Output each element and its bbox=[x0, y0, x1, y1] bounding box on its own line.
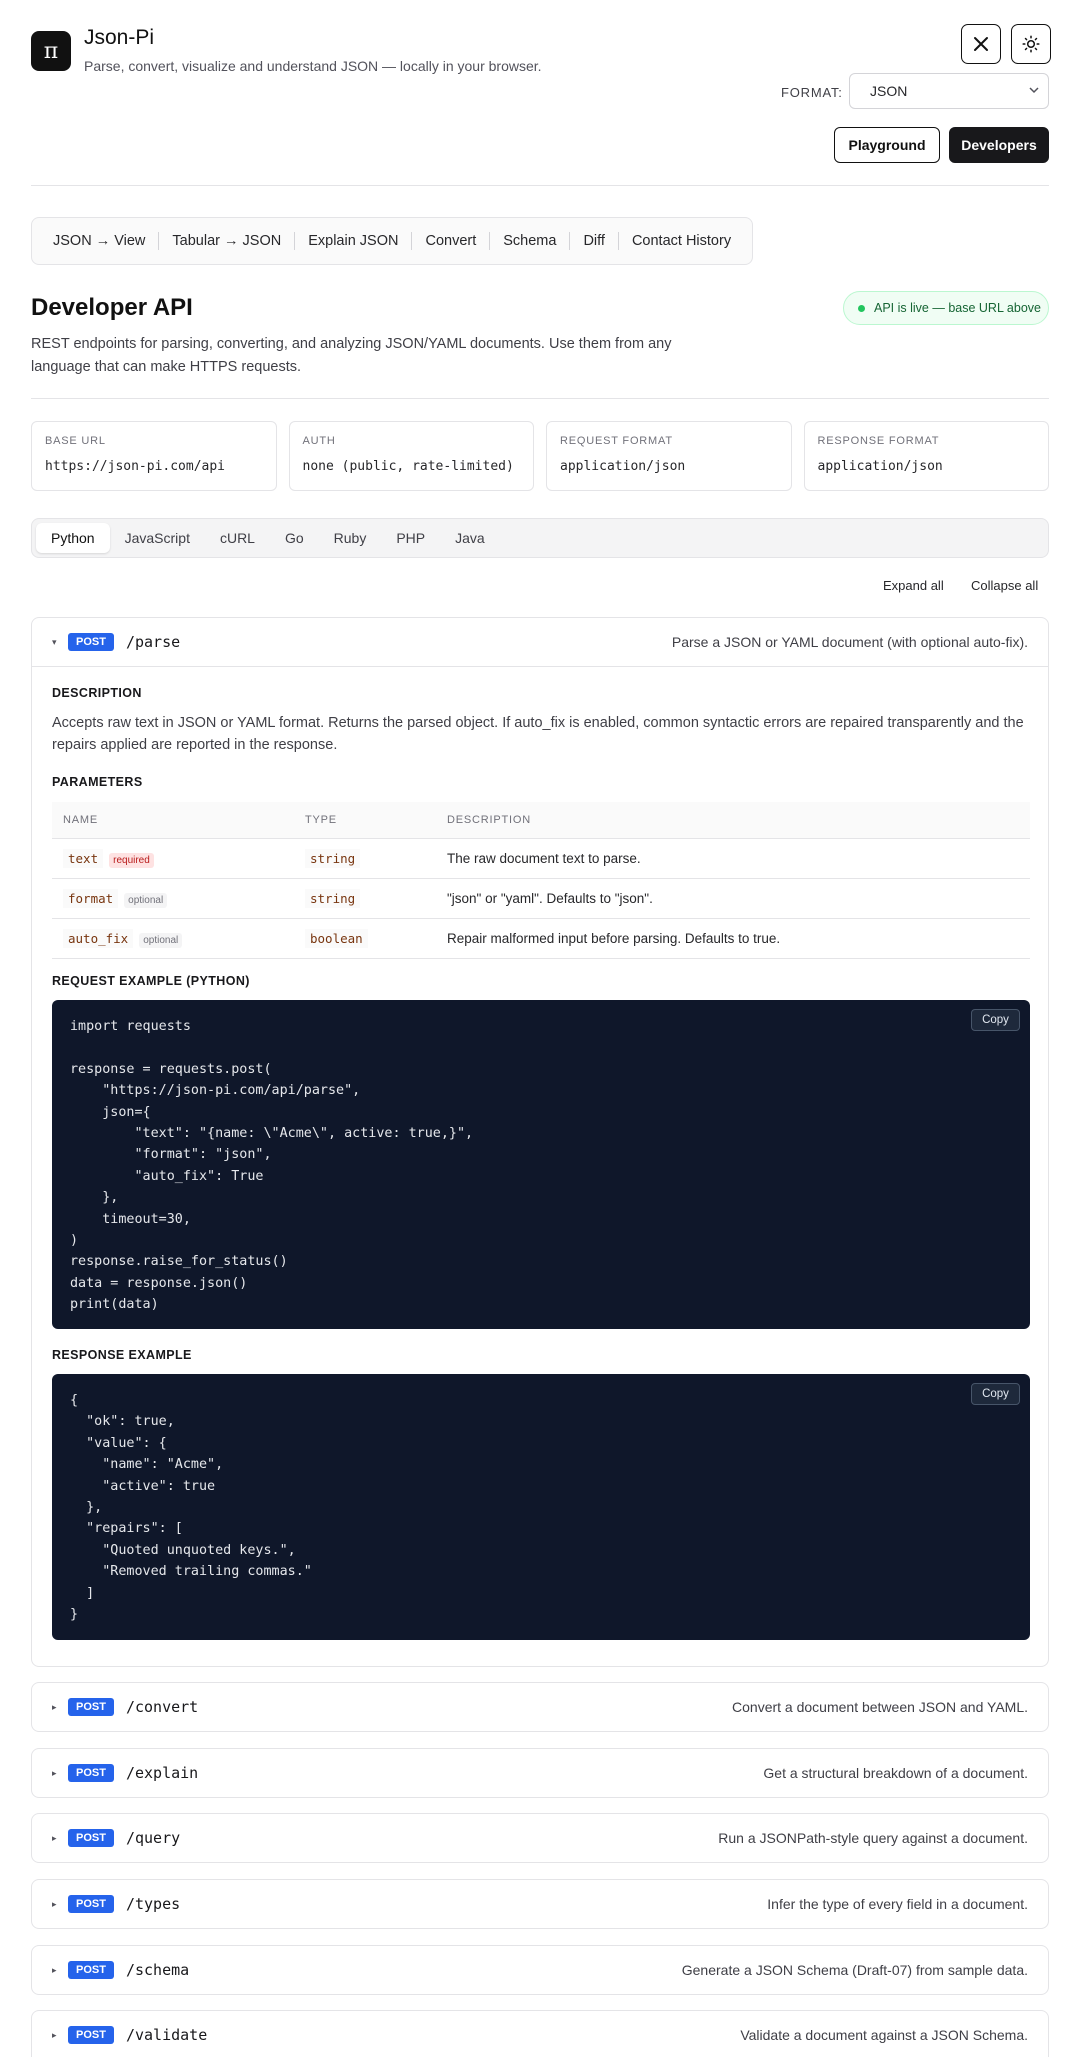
tab-java[interactable]: Java bbox=[455, 530, 485, 546]
format-select[interactable] bbox=[849, 73, 1049, 109]
format-label: FORMAT: bbox=[781, 85, 843, 100]
tab-ruby[interactable]: Ruby bbox=[333, 530, 367, 546]
param-description: The raw document text to parse. bbox=[436, 838, 1030, 878]
request-code-block bbox=[52, 1000, 1030, 1329]
endpoint-path: /types bbox=[125, 1895, 181, 1913]
status-dot-icon bbox=[858, 305, 865, 312]
endpoint-explain[interactable] bbox=[31, 1748, 1049, 1798]
response-code-block bbox=[52, 1374, 1030, 1640]
sun-icon bbox=[1022, 35, 1040, 53]
param-description: "json" or "yaml". Defaults to "json". bbox=[436, 878, 1030, 918]
app-subtitle: Parse, convert, visualize and understand JSON — locally in your browser. bbox=[84, 58, 542, 74]
tab-python[interactable]: Python bbox=[36, 523, 110, 553]
app-header bbox=[31, 24, 1049, 164]
info-card-auth bbox=[289, 421, 535, 491]
close-icon bbox=[972, 35, 990, 53]
param-name: format bbox=[63, 889, 118, 908]
endpoint-summary: Infer the type of every field in a document. bbox=[767, 1896, 1028, 1912]
table-header-row bbox=[52, 802, 1030, 838]
table-row bbox=[52, 918, 1030, 958]
endpoint-query[interactable] bbox=[31, 1813, 1049, 1863]
caret-down-icon: ▾ bbox=[52, 636, 57, 647]
parameters-table-wrap bbox=[52, 802, 1030, 959]
tab-curl[interactable]: cURL bbox=[219, 530, 255, 546]
param-name: text bbox=[63, 849, 103, 868]
page-description: REST endpoints for parsing, converting, and analyzing JSON/YAML documents. Use them from any language that can make HTTPS requests. bbox=[31, 336, 672, 375]
card-label: BASE URL bbox=[45, 435, 106, 447]
caret-right-icon: ▸ bbox=[52, 1964, 57, 1975]
parameters-table bbox=[52, 802, 1030, 959]
api-status-badge bbox=[843, 291, 1049, 325]
copy-request-button[interactable]: Copy bbox=[971, 1009, 1020, 1031]
endpoint-path: /query bbox=[125, 1829, 181, 1847]
app-title: Json-Pi bbox=[84, 26, 155, 49]
nav-diff[interactable]: Diff bbox=[583, 233, 605, 249]
endpoint-path: /validate bbox=[125, 2026, 208, 2044]
card-label: AUTH bbox=[302, 435, 336, 447]
close-button[interactable] bbox=[961, 24, 1001, 64]
card-label: REQUEST FORMAT bbox=[560, 435, 673, 447]
info-card-base-url bbox=[31, 421, 277, 491]
language-tabs bbox=[31, 518, 1049, 558]
format-select-value: JSON bbox=[870, 83, 908, 99]
required-badge: required bbox=[109, 853, 154, 868]
endpoint-path: /explain bbox=[125, 1764, 199, 1782]
param-name: auto_fix bbox=[63, 929, 133, 948]
response-code: { "ok": true, "value": { "name": "Acme", "active": true }, "repairs": [ "Quoted unquoted keys.", "Removed trailing commas." ] } bbox=[70, 1393, 312, 1623]
parameters-title: PARAMETERS bbox=[52, 775, 143, 789]
method-badge: POST bbox=[68, 2026, 114, 2044]
param-description: Repair malformed input before parsing. Defaults to true. bbox=[436, 918, 1030, 958]
nav-convert[interactable]: Convert bbox=[425, 233, 477, 249]
caret-right-icon: ▸ bbox=[52, 1701, 57, 1712]
caret-right-icon: ▸ bbox=[52, 1767, 57, 1778]
theme-toggle-button[interactable] bbox=[1011, 24, 1051, 64]
page-title: Developer API bbox=[31, 294, 193, 321]
table-row bbox=[52, 878, 1030, 918]
card-label: RESPONSE FORMAT bbox=[817, 435, 940, 447]
tab-javascript[interactable]: JavaScript bbox=[124, 530, 190, 546]
chevron-down-icon bbox=[1028, 84, 1040, 96]
column-header-description: DESCRIPTION bbox=[436, 802, 1030, 838]
description-title: DESCRIPTION bbox=[52, 686, 142, 700]
param-type: boolean bbox=[305, 929, 368, 948]
caret-right-icon: ▸ bbox=[52, 1832, 57, 1843]
endpoint-header[interactable] bbox=[32, 618, 1048, 666]
intro-divider bbox=[31, 398, 1049, 399]
card-value: none (public, rate-limited) bbox=[302, 459, 514, 474]
endpoint-summary: Generate a JSON Schema (Draft-07) from sample data. bbox=[681, 1962, 1028, 1978]
endpoint-types[interactable] bbox=[31, 1879, 1049, 1929]
endpoint-summary: Validate a document against a JSON Schema. bbox=[740, 2027, 1028, 2043]
method-badge: POST bbox=[68, 1829, 114, 1847]
tool-nav bbox=[31, 217, 753, 265]
endpoint-summary: Convert a document between JSON and YAML. bbox=[732, 1699, 1028, 1715]
param-type: string bbox=[305, 849, 360, 868]
endpoint-parse bbox=[31, 617, 1049, 1667]
header-divider bbox=[31, 185, 1049, 186]
nav-contact-history[interactable]: Contact History bbox=[631, 233, 732, 249]
optional-badge: optional bbox=[124, 893, 167, 908]
collapse-all-button[interactable]: Collapse all bbox=[971, 578, 1039, 593]
nav-explain-json[interactable]: Explain JSON bbox=[308, 233, 399, 249]
endpoint-convert[interactable] bbox=[31, 1682, 1049, 1732]
endpoint-path: /parse bbox=[125, 633, 181, 651]
response-example-title: RESPONSE EXAMPLE bbox=[52, 1348, 192, 1362]
card-value: application/json bbox=[560, 459, 686, 474]
param-type: string bbox=[305, 889, 360, 908]
nav-tabular-json[interactable]: Tabular → JSON bbox=[172, 233, 282, 249]
copy-response-button[interactable]: Copy bbox=[971, 1383, 1020, 1405]
info-card-response-format bbox=[804, 421, 1050, 491]
card-value: application/json bbox=[817, 459, 943, 474]
tab-go[interactable]: Go bbox=[284, 530, 304, 546]
caret-right-icon: ▸ bbox=[52, 1898, 57, 1909]
method-badge: POST bbox=[68, 1698, 114, 1716]
method-badge: POST bbox=[68, 633, 114, 651]
request-code: import requests response = requests.post( "https://json-pi.com/api/parse", json={ "text": "{name: \"Acme\", active: true,}", "format": "json", "auto_fix": True }, timeout=30, ) response.raise_for_status() data = response.json() print(data) bbox=[70, 1019, 474, 1313]
app-logo: π bbox=[31, 31, 71, 71]
endpoint-summary: Parse a JSON or YAML document (with optional auto-fix). bbox=[671, 634, 1028, 650]
nav-schema[interactable]: Schema bbox=[503, 233, 557, 249]
endpoint-body bbox=[32, 666, 1048, 1666]
request-example-title: REQUEST EXAMPLE (PYTHON) bbox=[52, 974, 250, 988]
endpoint-path: /convert bbox=[125, 1698, 199, 1716]
method-badge: POST bbox=[68, 1764, 114, 1782]
column-header-type: TYPE bbox=[294, 802, 436, 838]
method-badge: POST bbox=[68, 1961, 114, 1979]
optional-badge: optional bbox=[139, 933, 182, 948]
info-card-request-format bbox=[546, 421, 792, 491]
tab-php[interactable]: PHP bbox=[396, 530, 426, 546]
column-header-name: NAME bbox=[52, 802, 294, 838]
playground-button[interactable]: Playground bbox=[834, 127, 940, 163]
nav-json-view[interactable]: JSON → View bbox=[53, 233, 146, 249]
card-value: https://json-pi.com/api bbox=[45, 459, 226, 474]
table-row bbox=[52, 838, 1030, 878]
expand-all-button[interactable]: Expand all bbox=[883, 578, 944, 593]
endpoint-validate[interactable] bbox=[31, 2010, 1049, 2057]
method-badge: POST bbox=[68, 1895, 114, 1913]
api-status-text: API is live — base URL above bbox=[874, 301, 1041, 315]
endpoint-schema[interactable] bbox=[31, 1945, 1049, 1995]
endpoint-summary: Run a JSONPath-style query against a document. bbox=[718, 1830, 1028, 1846]
caret-right-icon: ▸ bbox=[52, 2029, 57, 2040]
endpoint-summary: Get a structural breakdown of a document. bbox=[763, 1765, 1028, 1781]
api-info-cards bbox=[31, 421, 1049, 491]
endpoint-description: Accepts raw text in JSON or YAML format. Returns the parsed object. If auto_fix is enabled, common syntactic errors are repaired transparently and the repairs applied are reported in the response. bbox=[52, 715, 1024, 753]
endpoint-path: /schema bbox=[125, 1961, 190, 1979]
developers-button[interactable]: Developers bbox=[949, 127, 1049, 163]
